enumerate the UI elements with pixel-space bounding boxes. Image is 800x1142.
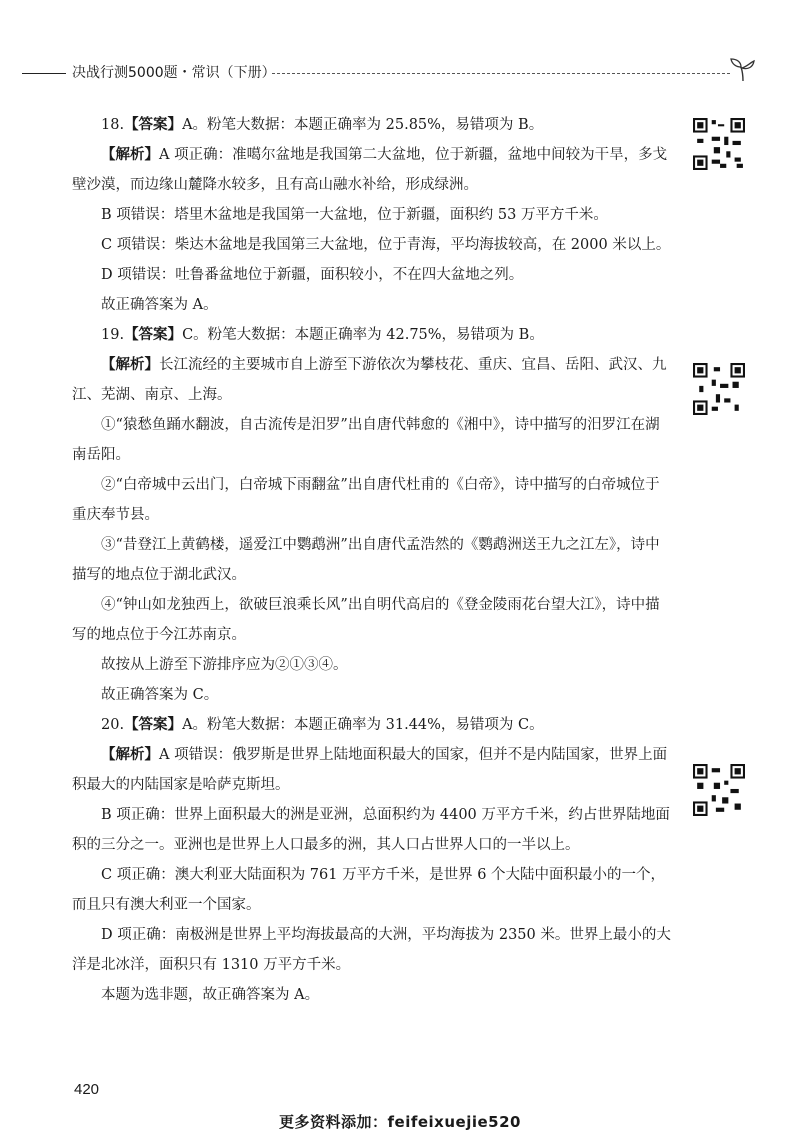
footer-note: 更多资料添加：feifeixuejie520 (279, 1113, 521, 1131)
paragraph: 故正确答案为 A。 (101, 297, 218, 313)
answer-line (72, 710, 672, 740)
answer-content (72, 110, 672, 1010)
paragraph: B 项正确：世界上面积最大的洲是亚洲，总面积约为 4400 万平方千米，约占世界陆地面积的三分之一。亚洲也是世界上人口最多的洲，其人口占世界人口的一半以上。 (72, 807, 670, 853)
qr-code-icon[interactable] (693, 764, 745, 816)
analysis-line (72, 140, 672, 200)
answer-line (72, 320, 672, 350)
answer-text: A。粉笔大数据：本题正确率为 31.44%，易错项为 C。 (182, 717, 544, 733)
answer-line (72, 110, 672, 140)
book-title: 决战行测5000题・常识（下册） (72, 65, 276, 81)
sprout-icon (728, 56, 758, 82)
analysis-tag: 【解析】 (101, 746, 159, 763)
analysis-line (72, 740, 672, 800)
answer-text: A。粉笔大数据：本题正确率为 25.85%，易错项为 B。 (182, 117, 544, 133)
paragraph: C 项正确：澳大利亚大陆面积为 761 万平方千米，是世界 6 个大陆中面积最小的一个，而且只有澳大利亚一个国家。 (72, 867, 666, 913)
answer-tag: 【答案】 (124, 116, 183, 133)
page-header (0, 58, 800, 88)
qr-code-icon[interactable] (693, 118, 745, 170)
header-rule-right (272, 73, 730, 74)
paragraph: B 项错误：塔里木盆地是我国第一大盆地，位于新疆，面积约 53 万平方千米。 (101, 207, 608, 223)
paragraph: D 项错误：吐鲁番盆地位于新疆，面积较小，不在四大盆地之列。 (101, 267, 524, 283)
paragraph: C 项错误：柴达木盆地是我国第三大盆地，位于青海，平均海拔较高，在 2000 米以上。 (101, 237, 671, 253)
header-rule-left (22, 73, 66, 74)
analysis-text: 长江流经的主要城市自上游至下游依次为攀枝花、重庆、宜昌、岳阳、武汉、九江、芜湖、南京、上海。 (72, 357, 667, 403)
page-number: 420 (74, 1081, 100, 1098)
question-number: 19. (101, 327, 125, 343)
analysis-text: A 项正确：准噶尔盆地是我国第二大盆地，位于新疆，盆地中间较为干旱，多戈壁沙漠，而边缘山麓降水较多，且有高山融水补给，形成绿洲。 (72, 147, 668, 193)
analysis-tag: 【解析】 (101, 356, 159, 373)
paragraph: D 项正确：南极洲是世界上平均海拔最高的大洲，平均海拔为 2350 米。世界上最小的大洋是北冰洋，面积只有 1310 万平方千米。 (72, 927, 671, 973)
question-number: 20. (101, 717, 125, 733)
analysis-text: A 项错误：俄罗斯是世界上陆地面积最大的国家，但并不是内陆国家，世界上面积最大的内陆国家是哈萨克斯坦。 (72, 747, 668, 793)
paragraph: ③“昔登江上黄鹤楼，遥爱江中鹦鹉洲”出自唐代孟浩然的《鹦鹉洲送王九之江左》，诗中描写的地点位于湖北武汉。 (72, 537, 660, 583)
answer-tag: 【答案】 (124, 716, 183, 733)
paragraph: ①“猿愁鱼踊水翻波，自古流传是汨罗”出自唐代韩愈的《湘中》，诗中描写的汨罗江在湖南岳阳。 (72, 417, 660, 463)
paragraph: ②“白帝城中云出门，白帝城下雨翻盆”出自唐代杜甫的《白帝》，诗中描写的白帝城位于重庆奉节县。 (72, 477, 660, 523)
question-number: 18. (101, 117, 125, 133)
paragraph: 故正确答案为 C。 (101, 687, 219, 703)
answer-text: C。粉笔大数据：本题正确率为 42.75%，易错项为 B。 (182, 327, 544, 343)
paragraph: ④“钟山如龙独西上，欲破巨浪乘长风”出自明代高启的《登金陵雨花台望大江》，诗中描写的地点位于今江苏南京。 (72, 597, 660, 643)
paragraph: 本题为选非题，故正确答案为 A。 (101, 987, 320, 1003)
paragraph: 故按从上游至下游排序应为②①③④。 (101, 657, 348, 673)
qr-code-icon[interactable] (693, 363, 745, 415)
answer-tag: 【答案】 (124, 326, 183, 343)
analysis-tag: 【解析】 (101, 146, 159, 163)
analysis-line (72, 350, 672, 410)
